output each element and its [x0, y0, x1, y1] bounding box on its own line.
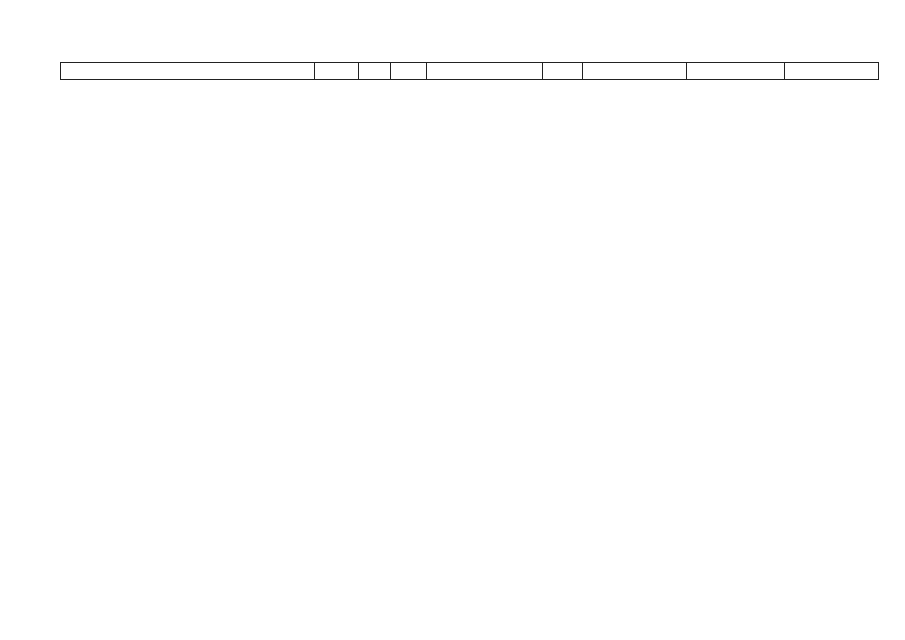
header-2019 [785, 63, 878, 79]
header-2018 [687, 63, 785, 79]
header-rz [359, 63, 391, 79]
header-csr [427, 63, 543, 79]
header-name [61, 63, 315, 79]
table-header [60, 62, 879, 80]
header-pr [391, 63, 427, 79]
header-ved [315, 63, 359, 79]
header-vr [543, 63, 583, 79]
header-2017 [583, 63, 687, 79]
